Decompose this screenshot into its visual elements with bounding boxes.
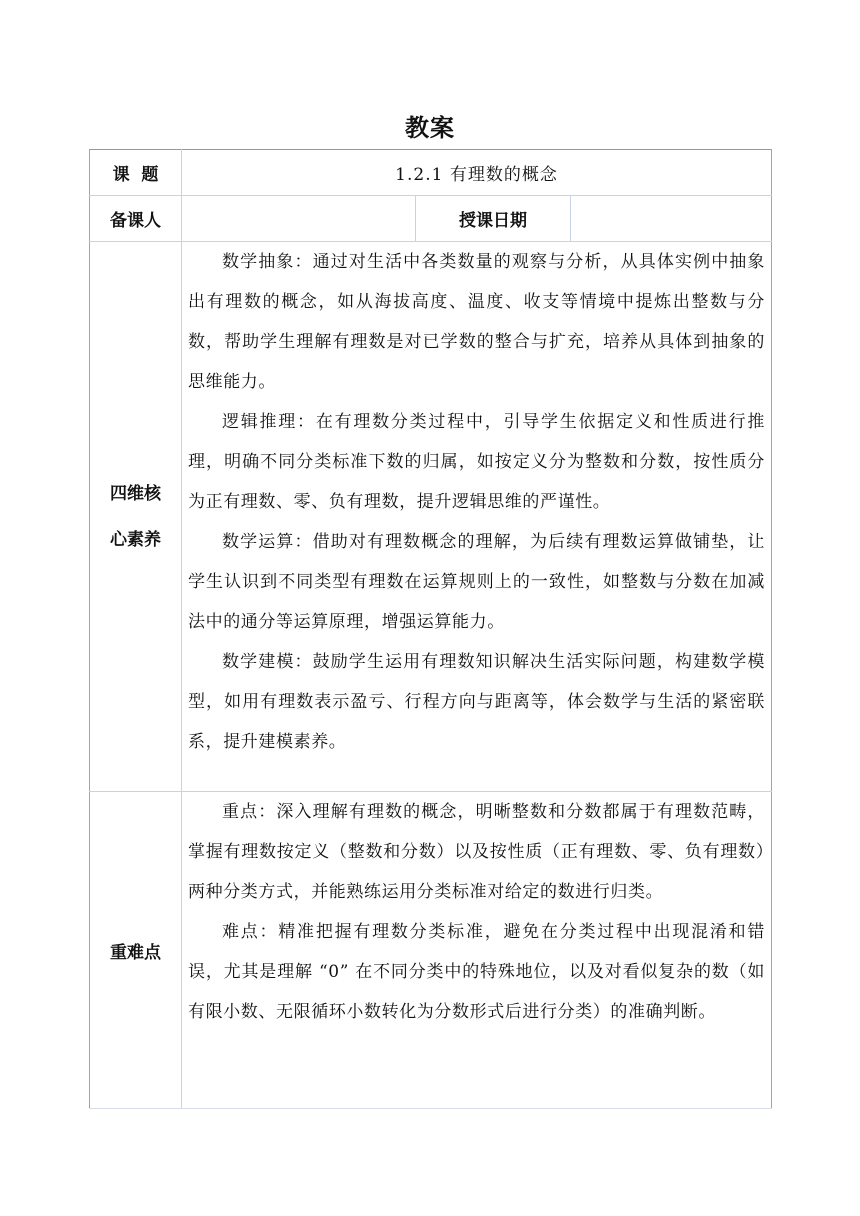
preparer-value	[182, 196, 416, 242]
document-title: 教案	[405, 114, 455, 142]
date-label: 授课日期	[416, 196, 571, 242]
lesson-plan-table	[89, 149, 772, 1109]
literacy-row	[90, 242, 772, 792]
difficulty-paragraph: 难点：精准把握有理数分类标准，避免在分类过程中出现混淆和错误，尤其是理解 “0” 在不同分类中的特殊地位，以及对看似复杂的数（如有限小数、无限循环小数转化为分数形式后进行分类）的准确判断。	[188, 922, 766, 1022]
preparer-label: 备课人	[90, 196, 182, 242]
topic-label: 课 题	[90, 150, 182, 196]
literacy-paragraph-operation: 数学运算：借助对有理数概念的理解，为后续有理数运算做铺垫，让学生认识到不同类型有理数在运算规则上的一致性，如整数与分数在加减法中的通分等运算原理，增强运算能力。	[188, 532, 766, 632]
literacy-label-line2: 心素养	[110, 529, 161, 550]
literacy-paragraph-modeling: 数学建模：鼓励学生运用有理数知识解决生活实际问题，构建数学模型，如用有理数表示盈亏、行程方向与距离等，体会数学与生活的紧密联系，提升建模素养。	[188, 652, 766, 752]
key-points-row	[90, 792, 772, 1109]
preparer-row	[90, 196, 772, 242]
literacy-paragraph-reasoning: 逻辑推理：在有理数分类过程中，引导学生依据定义和性质进行推理，明确不同分类标准下数的归属，如按定义分为整数和分数，按性质分为正有理数、零、负有理数，提升逻辑思维的严谨性。	[188, 412, 766, 512]
literacy-paragraph-abstraction: 数学抽象：通过对生活中各类数量的观察与分析，从具体实例中抽象出有理数的概念，如从海拔高度、温度、收支等情境中提炼出整数与分数，帮助学生理解有理数是对已学数的整合与扩充，培养从具体到抽象的思维能力。	[188, 252, 766, 392]
key-point-paragraph: 重点：深入理解有理数的概念，明晰整数和分数都属于有理数范畴，掌握有理数按定义（整数和分数）以及按性质（正有理数、零、负有理数）两种分类方式，并能熟练运用分类标准对给定的数进行归类。	[188, 802, 766, 902]
literacy-label-line1: 四维核	[110, 483, 161, 504]
key-points-label: 重难点	[90, 792, 182, 1109]
literacy-label	[90, 242, 182, 792]
topic-value: 1.2.1 有理数的概念	[182, 150, 772, 196]
topic-row	[90, 150, 772, 196]
key-points-content	[182, 792, 772, 1109]
literacy-content	[182, 242, 772, 792]
date-value	[571, 196, 772, 242]
